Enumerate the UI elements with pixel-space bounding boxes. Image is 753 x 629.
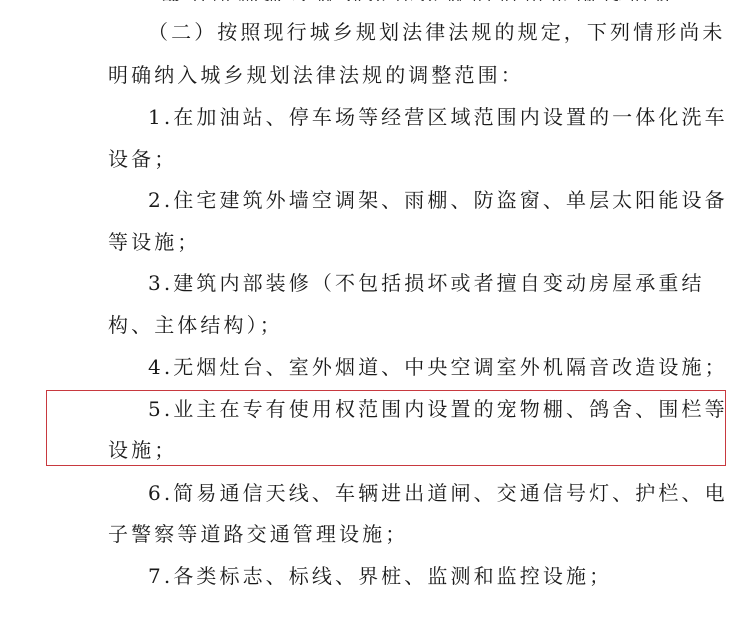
item-5-line-1: 5.业主在专有使用权范围内设置的宠物棚、鸽舍、围栏等 [148,397,728,421]
paragraph-heading-line-1: （二）按照现行城乡规划法律法规的规定，下列情形尚未 [148,20,726,44]
item-1-line-1: 1.在加油站、停车场等经营区域范围内设置的一体化洗车 [148,105,728,129]
highlight-box-item-5 [46,390,726,466]
item-1-line-2: 设备； [108,147,178,171]
item-6-line-2: 子警察等道路交通管理设施； [108,522,409,546]
cut-off-top-line [108,0,668,1]
item-3-line-2: 构、主体结构）； [108,313,283,337]
item-6-line-1: 6.简易通信天线、车辆进出道闸、交通信号灯、护栏、电 [148,481,728,505]
paragraph-heading-line-2: 明确纳入城乡规划法律法规的调整范围： [108,63,524,87]
item-7-line-1: 7.各类标志、标线、界桩、监测和监控设施； [148,564,613,588]
item-2-line-1: 2.住宅建筑外墙空调架、雨棚、防盗窗、单层太阳能设备 [148,188,728,212]
item-2-line-2: 等设施； [108,230,201,254]
item-4-line-1: 4.无烟灶台、室外烟道、中央空调室外机隔音改造设施； [148,355,728,379]
item-5-line-2: 设施； [108,438,178,462]
item-3-line-1: 3.建筑内部装修（不包括损坏或者擅自变动房屋承重结 [148,271,705,295]
